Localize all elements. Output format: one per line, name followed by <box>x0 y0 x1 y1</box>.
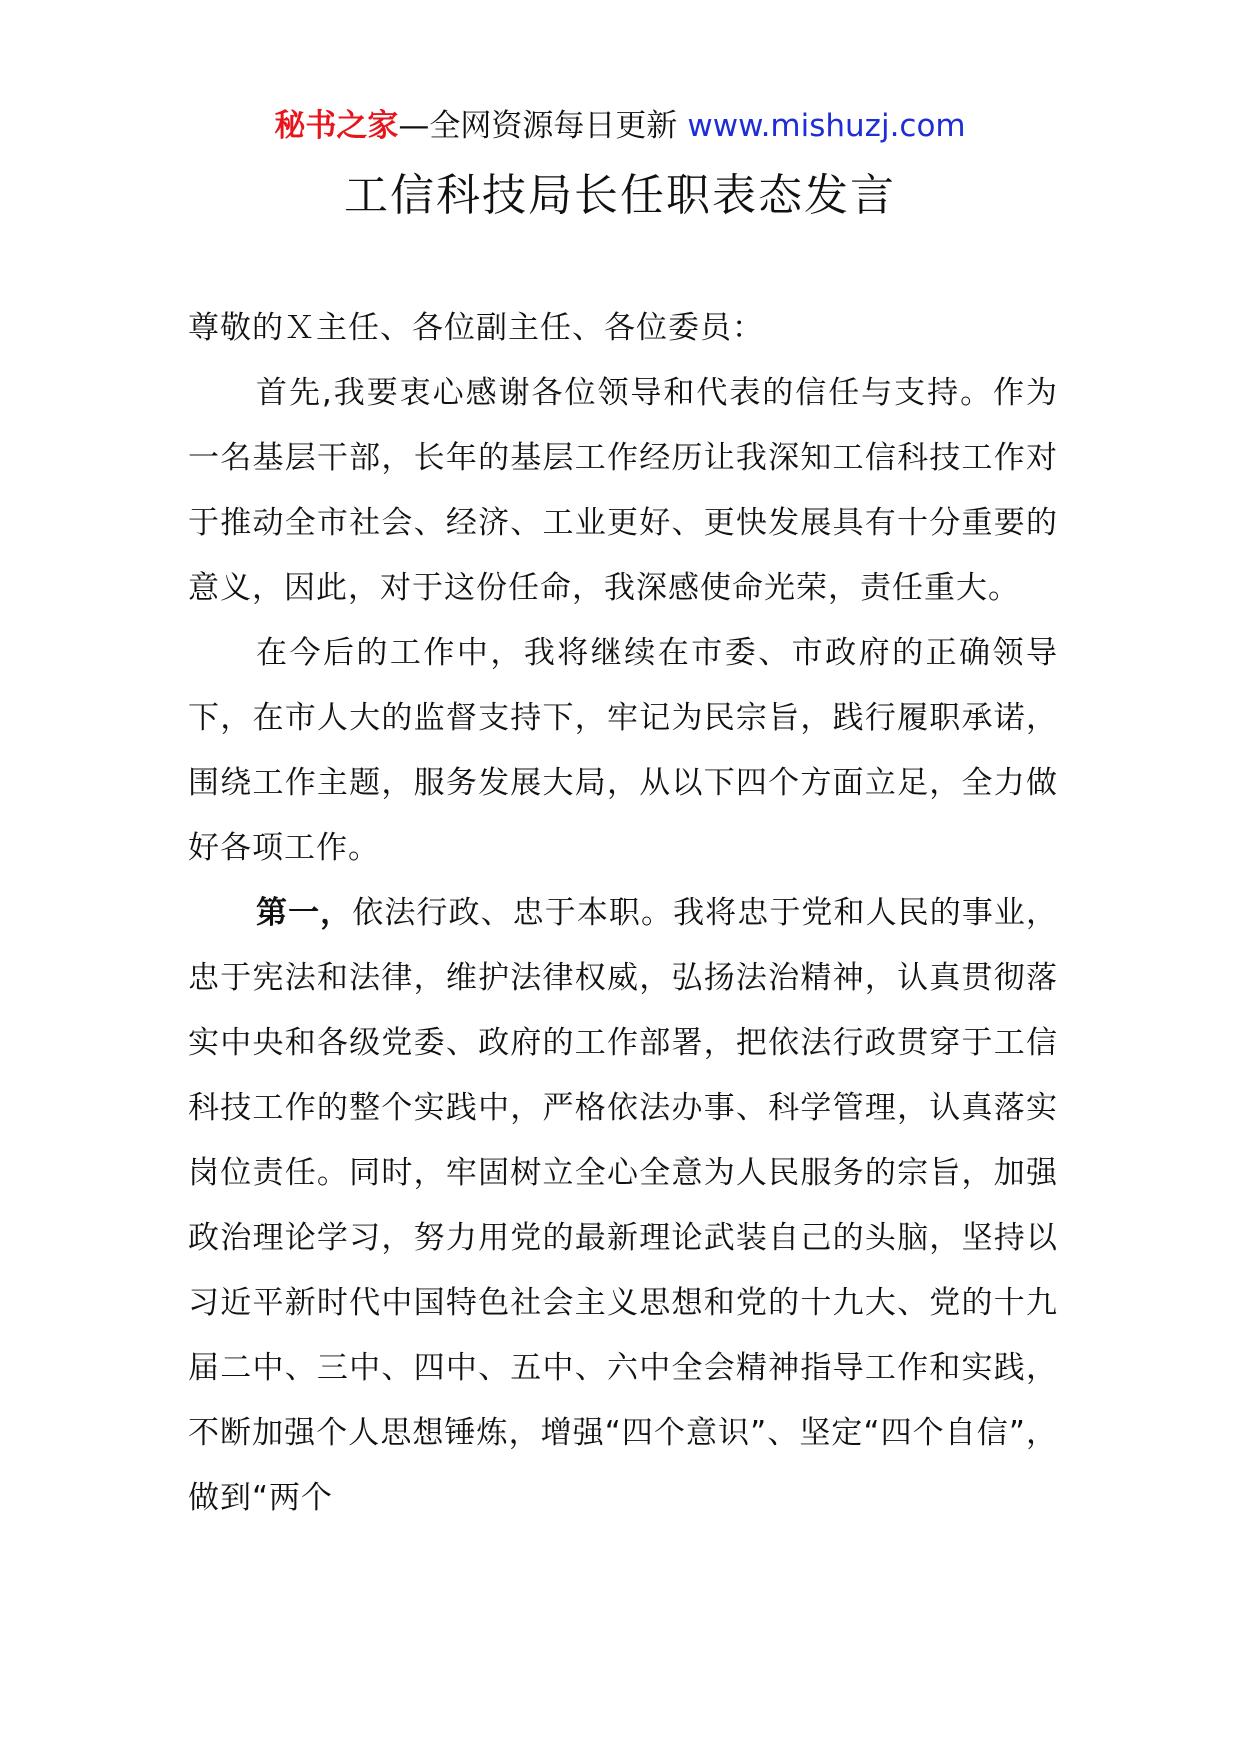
paragraph-3-text: 依法行政、忠于本职。我将忠于党和人民的事业，忠于宪法和法律，维护法律权威，弘扬法治精神，认真贯彻落实中央和各级党委、政府的工作部署，把依法行政贯穿于工信科技工作的整个实践中，严格依法办事、科学管理，认真落实岗位责任。同时，牢固树立全心全意为人民服务的宗旨，加强政治理论学习，努力用党的最新理论武装自己的头脑，坚持以习近平新时代中国特色社会主义思想和党的十九大、党的十九届二中、三中、四中、五中、六中全会精神指导工作和实践，不断加强个人思想锤炼，增强“四个意识”、坚定“四个自信”，做到“两个 <box>188 895 1058 1516</box>
site-url-link[interactable]: www.mishuzj.com <box>687 108 966 144</box>
paragraph-1: 首先,我要衷心感谢各位领导和代表的信任与支持。作为一名基层干部，长年的基层工作经历让我深知工信科技工作对于推动全市社会、经济、工业更好、更快发展具有十分重要的意义，因此，对于这份任命，我深感使命光荣，责任重大。 <box>188 375 1058 606</box>
brand-name: 秘书之家 <box>274 108 399 144</box>
site-tagline: —全网资源每日更新 <box>398 108 678 144</box>
paragraph-3 <box>188 881 1058 1531</box>
document-body <box>188 296 1058 1531</box>
paragraph-2: 在今后的工作中，我将继续在市委、市政府的正确领导下，在市人大的监督支持下，牢记为民宗旨，践行履职承诺，围绕工作主题，服务发展大局，从以下四个方面立足，全力做好各项工作。 <box>188 635 1058 866</box>
salutation: 尊敬的Ｘ主任、各位副主任、各位委员： <box>188 310 764 346</box>
paragraph-3-lead: 第一， <box>256 895 353 931</box>
document-title: 工信科技局长任职表态发言 <box>344 170 896 221</box>
site-header <box>0 104 1240 148</box>
